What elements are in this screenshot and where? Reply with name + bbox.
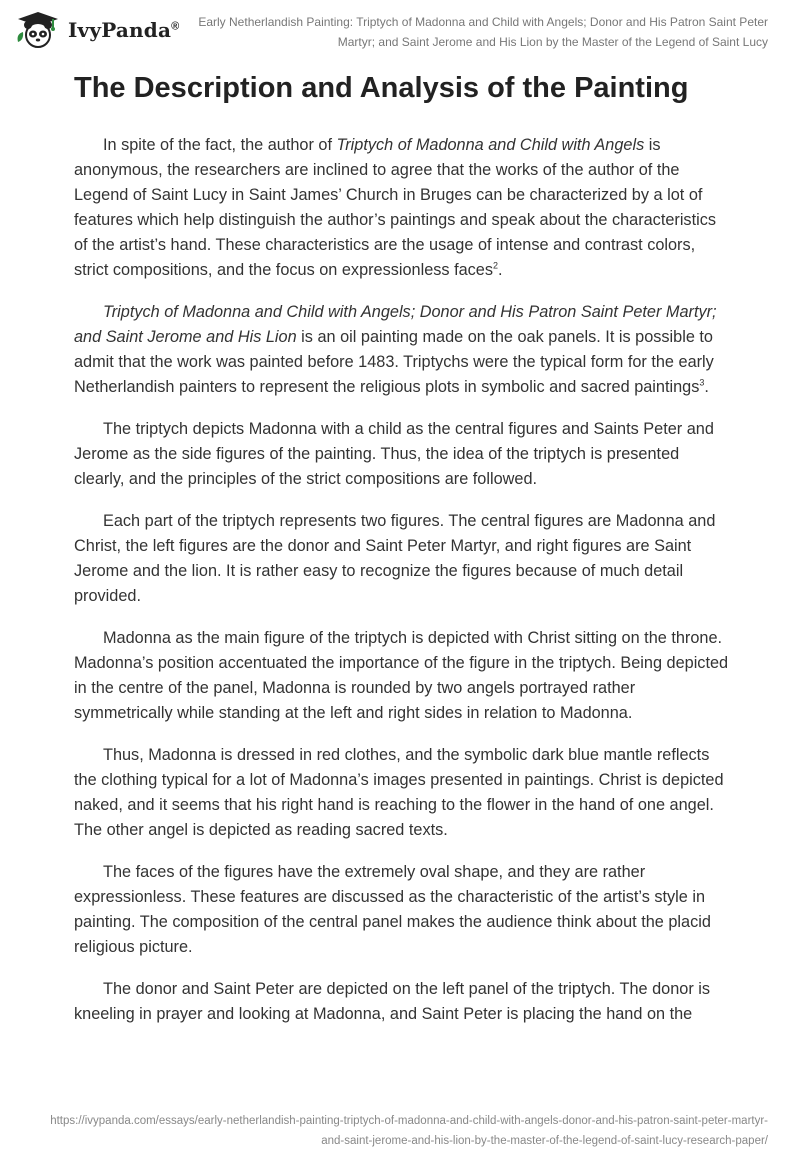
document-title: Early Netherlandish Painting: Triptych of Madonna and Child with Angels; Donor and His Patron Saint Peter Martyr; and Saint Jerome and His Lion by the Master of the Legend of Saint Lucy [198,15,768,49]
paragraph: Madonna as the main figure of the triptych is depicted with Christ sitting on the throne. Madonna’s position accentuated the importance of the figure in the triptych. Being depicted in the centre of the panel, Madonna is rounded by two angels portrayed rather symmetrically while standing at the left and right sides in relation to Madonna. [74,629,729,722]
paragraph: Each part of the triptych represents two figures. The central figures are Madonna and Christ, the left figures are the donor and Saint Peter Martyr, and right figures are Saint Jerome and the lion. It is rather easy to recognize the figures because of much detail provided. [74,512,716,605]
article-body [74,133,734,1044]
footnote-ref[interactable]: 2 [493,260,499,271]
paragraph: Thus, Madonna is dressed in red clothes, and the symbolic dark blue mantle reflects the clothing typical for a lot of Madonna’s images presented in paintings. Christ is depicted naked, and it seems that his right hand is reaching to the flower in the hand of one angel. The other angel is depicted as reading sacred texts. [74,746,724,839]
footnote-ref[interactable]: 3 [699,377,705,388]
source-url[interactable]: https://ivypanda.com/essays/early-netherlandish-painting-triptych-of-madonna-and-child-with-angels-donor-and-his-patron-saint-peter-martyr-and-saint-jerome-and-his-lion-by-the-master-of-the-legend-of-saint-lucy-research-paper/ [50,1115,768,1147]
paragraph: In spite of the fact, the author of Triptych of Madonna and Child with Angels is anonymous, the researchers are inclined to agree that the works of the author of the Legend of Saint Lucy in Saint James’ Church in Bruges can be characterized by a lot of features which help distinguish the author’s paintings and speak about the characteristics of the artist’s hand. These characteristics are the usage of intense and contrast colors, strict compositions, and the focus on expressionless faces$^2$. [74,136,716,279]
logo-wordmark: IvyPanda® [68,18,180,42]
panda-graduate-icon [14,10,62,50]
painting-title: Triptych of Madonna and Child with Angels; Donor and His Patron Saint Peter Martyr; and Saint Jerome and His Lion [74,303,717,346]
ivypanda-logo[interactable] [14,10,179,50]
painting-title: Triptych of Madonna and Child with Angels [336,136,645,154]
paragraph: Triptych of Madonna and Child with Angels; Donor and His Patron Saint Peter Martyr; and Saint Jerome and His Lion is an oil painting made on the oak panels. It is possible to admit that the work was painted before 1483. Triptychs were the typical form for the early Netherlandish painters to represent the religious plots in symbolic and sacred paintings$^3$. [74,303,717,396]
paragraph: The donor and Saint Peter are depicted on the left panel of the triptych. The donor is kneeling in prayer and looking at Madonna, and Saint Peter is placing the hand on the [74,980,711,1023]
section-heading: The Description and Analysis of the Painting [74,72,689,104]
paragraph: The triptych depicts Madonna with a child as the central figures and Saints Peter and Jerome as the side figures of the painting. Thus, the idea of the triptych is presented clearly, and the principles of the strict compositions are followed. [74,420,714,488]
paragraph: The faces of the figures have the extremely oval shape, and they are rather expressionless. These features are discussed as the characteristic of the artist’s style in painting. The composition of the central panel makes the audience think about the placid religious picture. [74,863,711,956]
